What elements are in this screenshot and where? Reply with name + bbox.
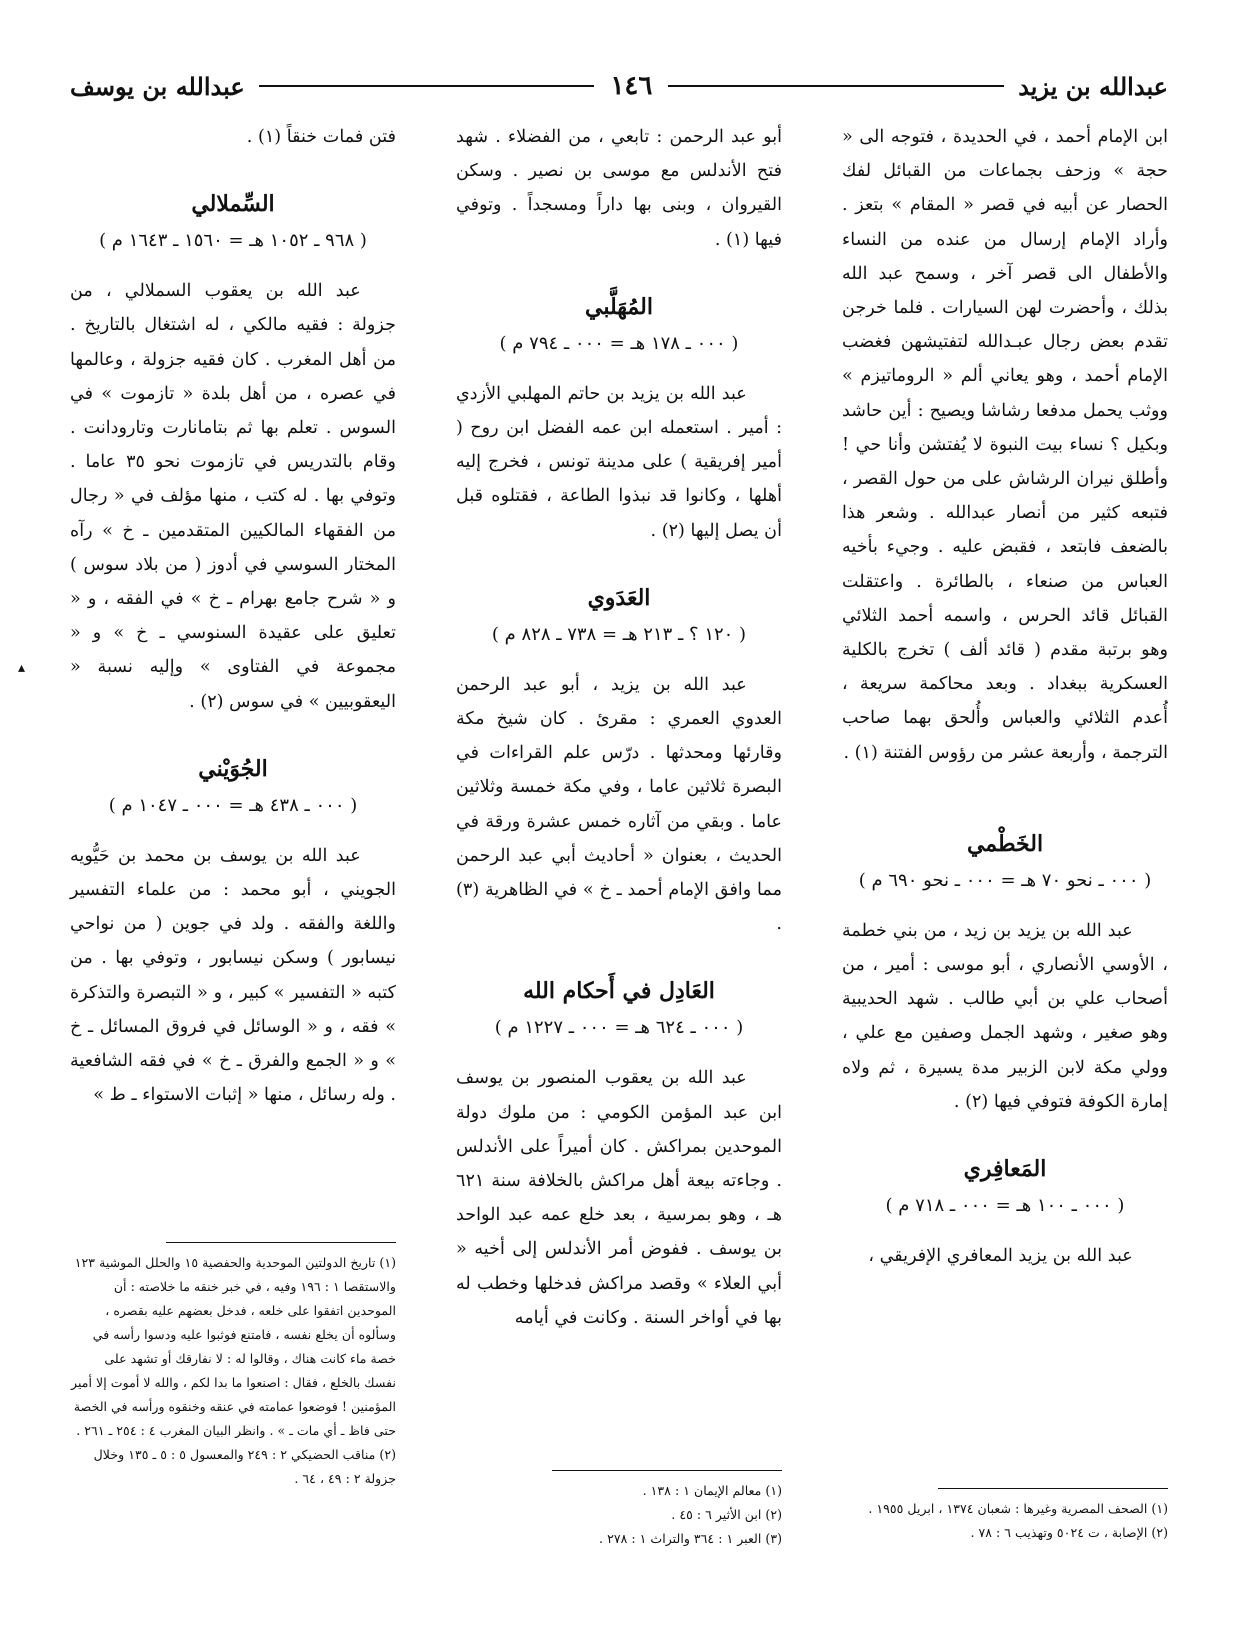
entry-title: الخَطْمي: [966, 830, 1044, 857]
scan-edge-mark: ▴: [18, 660, 26, 676]
column-right: [842, 120, 1168, 1273]
entry-text: عبد الله بن يزيد ، أبو عبد الرحمن العدوي العمري : مقرئ . كان شيخ مكة وقارئها ومحدثها . درّس علم القراءات في البصرة ثلاثين عاما ، وفي مكة خمسة وثلاثين عاما . وبقي من آثاره خمس عشرة ورقة في الحديث ، بعنوان « أحاديث أبي عبد الرحمن مما وافق الإمام أحمد ـ خ » في الظاهرية (٣) .: [456, 674, 782, 935]
page-number: ١٤٦: [610, 71, 653, 101]
footnote: (١) الصحف المصرية وغيرها : شعبان ١٣٧٤ ، ابريل ١٩٥٥ .: [868, 1501, 1168, 1516]
entry-text: عبد الله بن يوسف بن محمد بن حَيُّويه الجويني ، أبو محمد : من علماء التفسير واللغة والفقه . ولد في جوين ( من نواحي نيسابور ) وسكن نيسابور ، وتوفي بها . من كتبه « التفسير » كبير ، و « التبصرة والتذكرة » فقه ، و « الوسائل في فروق المسائل ـ خ » و « الجمع والفرق ـ خ » في فقه الشافعية . وله رسائل ، منها « إثبات الاستواء ـ ط »: [70, 845, 396, 1106]
entry-title: العَادِل في أَحكام الله: [523, 978, 715, 1005]
entry-dates: ( ١٢٠ ؟ ـ ٢١٣ هـ = ٧٣٨ ـ ٨٢٨ م ): [491, 623, 747, 645]
entry-dates: ( ٠٠٠ ـ ١٧٨ هـ = ٠٠٠ ـ ٧٩٤ م ): [499, 332, 739, 354]
entry-title: العَدَوي: [587, 584, 651, 611]
footnotes-right: [842, 1488, 1168, 1545]
footnote: (١) تاريخ الدولتين الموحدية والحفصية ١٥ والحلل الموشية ١٢٣ والاستقصا ١ : ١٩٦ وفيه ، في خبر خنقه ما خلاصته : أن الموحدين اتفقوا على خلعه ، فدخل بعضهم عليه بقصره ، وسألوه أن يخلع نفسه ، فامتنع فوثبوا عليه ودسوا رأسه في خصة ماء كانت هناك ، وقالوا له : لا نفارقك أو تشهد على نفسك بالخلع ، فقال : اصنعوا ما بدا لكم ، والله لا أموت إلا أمير المؤمنين ! فوضعوا عمامته في عنقه وخنقوه ورأسه في الخصة حتى فاظ ـ أي مات ـ » . وانظر البيان المغرب ٤ : ٢٥٤ ـ ٢٦١ .: [71, 1255, 396, 1438]
entry-text: عبد الله بن يزيد بن زيد ، من بني خطمة ، الأوسي الأنصاري ، أبو موسى : أمير ، من أصحاب علي بن أبي طالب . شهد الحديبية وهو صغير ، وشهد الجمل وصفين مع علي ، وولي مكة لابن الزبير مدة يسيرة ، ثم ولاه إمارة الكوفة فتوفي فيها (٢) .: [842, 920, 1168, 1112]
entry-dates: ( ٠٠٠ ـ ١٠٠ هـ = ٠٠٠ ـ ٧١٨ م ): [885, 1195, 1125, 1217]
entry-text: عبد الله بن يزيد المعافري الإفريقي ،: [868, 1246, 1133, 1267]
entry-dates: ( ٠٠٠ ـ ٦٢٤ هـ = ٠٠٠ ـ ١٢٢٧ م ): [494, 1017, 744, 1039]
entry-dates: ( ٠٠٠ ـ ٤٣٨ هـ = ٠٠٠ ـ ١٠٤٧ م ): [108, 794, 358, 816]
header-rule-right: [668, 85, 1004, 87]
header-right-title: عبدالله بن يزيد: [1018, 71, 1168, 101]
header-left-title: عبدالله بن يوسف: [70, 71, 245, 101]
entry-text: عبد الله بن يعقوب السملالي ، من جزولة : فقيه مالكي ، له اشتغال بالتاريخ . من أهل المغرب . كان فقيه جزولة ، وعالمها في عصره ، من أهل بلدة « تازموت » في السوس . تعلم بها ثم بتامانارت وتارودانت . وقام بالتدريس في تازموت نحو ٣٥ عاما . وتوفي بها . له كتب ، منها مؤلف في « رجال من الفقهاء المالكيين المتقدمين ـ خ » رآه المختار السوسي في أدوز ( من بلاد سوس ) و « شرح جامع بهرام ـ خ » في الفقه ، و « تعليق على عقيدة السنوسي ـ خ » و « مجموعة في الفتاوى » وإليه نسبة « اليعقوبيين » في سوس (٢) .: [70, 281, 397, 712]
entry-text: عبد الله بن يزيد بن حاتم المهلبي الأزدي : أمير . استعمله ابن عمه الفضل ابن روح ( أمير إفريقية ) على مدينة تونس ، فخرج إليه أهلها ، وكانوا قد نبذوا الطاعة ، فقتلوه قبل أن يصل إليها (٢) .: [456, 383, 782, 541]
footnote-rule: [938, 1488, 1168, 1489]
entry-title: المَعافِري: [963, 1156, 1047, 1183]
running-header: [70, 68, 1168, 104]
footnote: (١) معالم الإيمان ١ : ١٣٨ .: [642, 1483, 782, 1498]
entry-text: عبد الله بن يعقوب المنصور بن يوسف ابن عبد المؤمن الكومي : من ملوك دولة الموحدين بمراكش . كان أميراً على الأندلس . وجاءته بيعة أهل مراكش بالخلافة سنة ٦٢١ هـ ، وهو بمرسية ، بعد خلع عمه عبد الواحد بن يوسف . ففوض أمر الأندلس إلى أخيه « أبي العلاء » وقصد مراكش فدخلها وخطب له بها في أواخر السنة . وكانت في أيامه: [456, 1068, 782, 1328]
footnote: (٢) مناقب الحضيكي ٢ : ٢٤٩ والمعسول ٥ : ٥ ـ ١٣٥ وخلال جزولة ٢ : ٤٩ ، ٦٤ .: [93, 1447, 396, 1486]
footnotes-left: [70, 1242, 396, 1491]
footnote-rule: [166, 1242, 396, 1243]
footnote: (٣) العبر ١ : ٣٦٤ والتراث ١ : ٢٧٨ .: [599, 1531, 782, 1546]
continued-paragraph: فتن فمات خنقاً (١) .: [246, 127, 396, 147]
header-rule-left: [259, 85, 595, 87]
continued-paragraph: ابن الإمام أحمد ، في الحديدة ، فتوجه الى « حجة » وزحف بجماعات من القبائل لفك الحصار عن أبيه في قصر « المقام » بتعز . وأراد الإمام إرسال من عنده من النساء والأطفال الى قصر آخر ، وسمح عبد الله بذلك ، وأحضرت لهن السيارات . فلما خرجن تقدم بعض رجال عبـدالله لتفتيشهن فغضب الإمام أحمد ، وهو يعاني ألم « الروماتيزم » ووثب يحمل مدفعا رشاشا ويصيح : أين حاشد وبكيل ؟ نساء بيت النبوة لا يُفتشن وأنا حي ! وأطلق نيران الرشاش على من حول القصر ، فتبعه كثير من أنصار عبدالله . وشعر هذا بالضعف فابتعد ، فقبض عليه . وجيء بأخيه العباس من صنعاء ، بالطائرة . واعتقلت القبائل قائد الحرس ، واسمه أحمد الثلائي وهو برتبة مقدم ( قائد ألف ) تخرج بالكلية العسكرية ببغداد . وبعد محاكمة سريعة ، أُعدم الثلائي والعباس وأُلحق بهما صاحب الترجمة ، وأربعة عشر من رؤوس الفتنة (١) .: [842, 127, 1168, 763]
header-center: [259, 71, 1005, 101]
footnotes-middle: [456, 1470, 782, 1551]
entry-dates: ( ٩٦٨ ـ ١٠٥٢ هـ = ١٥٦٠ ـ ١٦٤٣ م ): [99, 230, 367, 252]
footnote-rule: [552, 1470, 782, 1471]
column-left: [70, 120, 396, 1112]
footnote: (٢) الإصابة ، ت ٥٠٢٤ وتهذيب ٦ : ٧٨ .: [970, 1525, 1168, 1540]
entry-title: السِّملالي: [191, 191, 275, 218]
column-middle: [456, 120, 782, 1335]
entry-title: الجُوَيْني: [198, 755, 268, 782]
entry-dates: ( ٠٠٠ ـ نحو ٧٠ هـ = ٠٠٠ ـ نحو ٦٩٠ م ): [858, 869, 1152, 891]
entry-title: المُهَلَّبي: [585, 293, 653, 320]
continued-paragraph: أبو عبد الرحمن : تابعي ، من الفضلاء . شهد فتح الأندلس مع موسى بن نصير . وسكن القيروان ، وبنى بها داراً ومسجداً . وتوفي فيها (١) .: [456, 127, 782, 250]
footnote: (٢) ابن الأثير ٦ : ٤٥ .: [671, 1507, 782, 1522]
